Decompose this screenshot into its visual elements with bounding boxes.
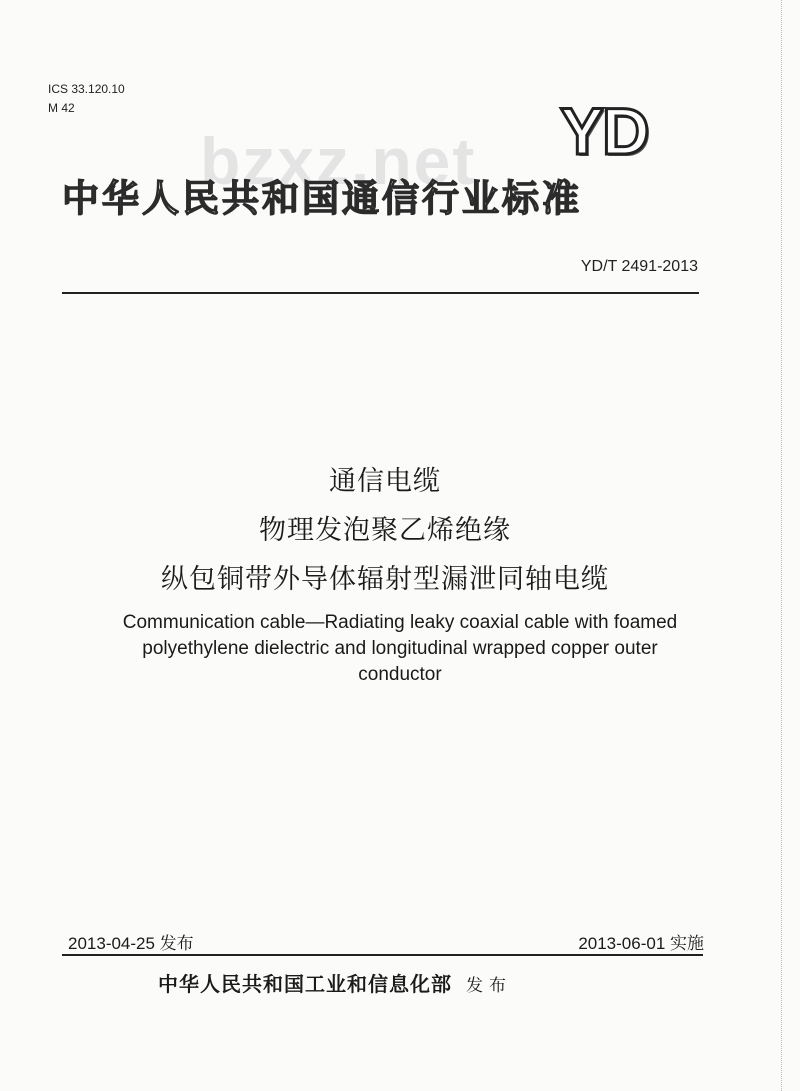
classification-codes [48,80,125,118]
top-divider [62,292,699,294]
watermark: bzxz.net [200,124,477,198]
issuer-name: 中华人民共和国工业和信息化部 [158,972,452,996]
standard-code: YD/T 2491-2013 [580,258,698,275]
chinese-title-line-2: 物理发泡聚乙烯绝缘 [259,515,511,546]
english-title-line-1: Communication cable—Radiating leaky coaxial cable with foamed [122,612,678,633]
issue-date: 2013-04-25 发布 [68,934,194,953]
ccs-code: M 42 [48,101,75,115]
issuer-action: 发布 [466,976,512,996]
scan-edge [781,0,782,1091]
ics-code: ICS 33.120.10 [48,82,125,96]
chinese-title-line-3: 纵包铜带外导体辐射型漏泄同轴电缆 [161,564,609,595]
implementation-date: 2013-06-01 实施 [578,934,704,953]
standard-category-title: 中华人民共和国通信行业标准 [62,177,582,220]
english-title-line-2: polyethylene dielectric and longitudinal wrapped copper outer [142,638,658,659]
chinese-title-line-1: 通信电缆 [329,466,441,497]
english-title [40,610,760,688]
english-title-line-3: conductor [358,664,442,685]
bottom-divider [62,954,703,956]
yd-logo: YD [560,94,648,168]
issuing-authority [158,968,512,997]
